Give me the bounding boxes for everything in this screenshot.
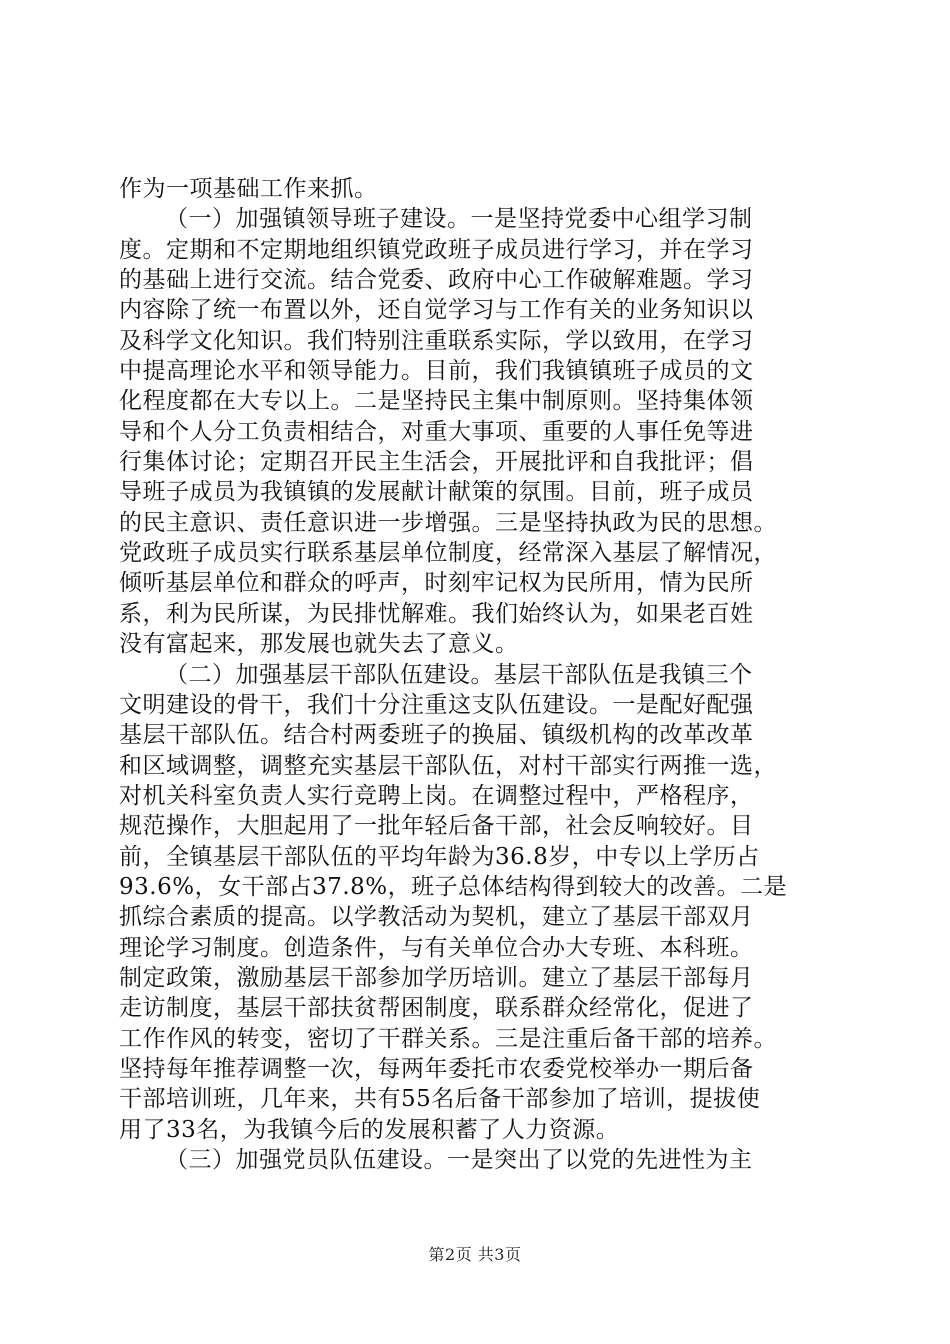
body-text — [119, 174, 839, 1175]
text-line: 理论学习制度。创造条件，与有关单位合办大专班、本科班。 — [119, 934, 754, 961]
text-line: 走访制度，基层干部扶贫帮困制度，联系群众经常化，促进了 — [119, 995, 754, 1022]
text-line: 作为一项基础工作来抓。 — [119, 176, 378, 202]
text-line: 党政班子成员实行联系基层单位制度，经常深入基层了解情况， — [119, 540, 777, 567]
text-line: 倾听基层单位和群众的呼声，时刻牢记权为民所用，情为民所 — [119, 570, 754, 597]
text-line: 导班子成员为我镇镇的发展献计献策的氛围。目前，班子成员 — [119, 479, 754, 506]
text-line: （三）加强党员队伍建设。一是突出了以党的先进性为主 — [165, 1147, 753, 1173]
text-line: 没有富起来，那发展也就失去了意义。 — [119, 631, 519, 658]
text-line: 基层干部队伍。结合村两委班子的换届、镇级机构的改革改革 — [119, 722, 754, 749]
text-line: 行集体讨论；定期召开民主生活会，开展批评和自我批评；倡 — [119, 449, 754, 476]
text-line: 及科学文化知识。我们特别注重联系实际，学以致用，在学习 — [119, 327, 754, 354]
text-line: 对机关科室负责人实行竞聘上岗。在调整过程中，严格程序， — [119, 782, 754, 809]
text-line: 和区域调整，调整充实基层干部队伍，对村干部实行两推一选， — [119, 752, 777, 779]
text-line: 规范操作，大胆起用了一批年轻后备干部，社会反响较好。目 — [119, 813, 754, 840]
text-line: 系，利为民所谋，为民排忧解难。我们始终认为，如果老百姓 — [119, 600, 754, 627]
page-footer: 第2页 共3页 — [428, 1245, 522, 1264]
text-line: 干部培训班，几年来，共有55名后备干部参加了培训，提拔使 — [119, 1086, 761, 1113]
text-line: 93.6%，女干部占37.8%，班子总体结构得到较大的改善。二是 — [119, 873, 788, 900]
text-line: 的民主意识、责任意识进一步增强。三是坚持执政为民的思想。 — [119, 509, 777, 536]
text-line: 中提高理论水平和领导能力。目前，我们我镇镇班子成员的文 — [119, 358, 754, 385]
text-line: 用了33名，为我镇今后的发展积蓄了人力资源。 — [119, 1116, 620, 1143]
text-line: 制定政策，激励基层干部参加学历培训。建立了基层干部每月 — [119, 964, 754, 991]
text-line: 前，全镇基层干部队伍的平均年龄为36.8岁，中专以上学历占 — [119, 843, 760, 870]
text-line: 度。定期和不定期地组织镇党政班子成员进行学习，并在学习 — [119, 236, 754, 263]
text-line: 内容除了统一布置以外，还自觉学习与工作有关的业务知识以 — [119, 297, 754, 324]
text-line: 抓综合素质的提高。以学教活动为契机，建立了基层干部双月 — [119, 904, 754, 931]
text-line: 工作作风的转变，密切了干群关系。三是注重后备干部的培养。 — [119, 1025, 777, 1052]
text-line: 坚持每年推荐调整一次，每两年委托市农委党校举办一期后备 — [119, 1055, 754, 1082]
text-line: （一）加强镇领导班子建设。一是坚持党委中心组学习制 — [165, 206, 753, 233]
text-line: 化程度都在大专以上。二是坚持民主集中制原则。坚持集体领 — [119, 388, 754, 415]
text-line: 导和个人分工负责相结合，对重大事项、重要的人事任免等进 — [119, 418, 754, 445]
text-line: 文明建设的骨干，我们十分注重这支队伍建设。一是配好配强 — [119, 691, 754, 718]
text-line: （二）加强基层干部队伍建设。基层干部队伍是我镇三个 — [165, 661, 753, 688]
text-line: 的基础上进行交流。结合党委、政府中心工作破解难题。学习 — [119, 267, 754, 294]
